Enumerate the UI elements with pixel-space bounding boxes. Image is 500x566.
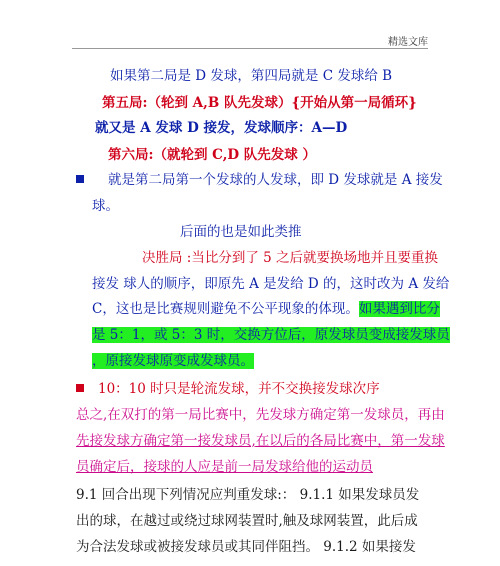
text-line: 员确定后，接球的人应是前一局发球给他的运动员: [76, 459, 373, 475]
text-line: 接发 球人的顺序，即原先 A 是发给 D 的，这时改为 A 发给: [92, 276, 450, 292]
text-line: 决胜局 :当比分到了 5 之后就要换场地并且要重换: [142, 250, 439, 266]
text-line: 后面的也是如此类推: [180, 224, 302, 240]
square-bullet-icon: [76, 175, 84, 183]
text-line: 就是第二局第一个发球的人发球，即 D 发球就是 A 接发: [76, 170, 443, 190]
text-line: 总之,在双打的第一局比赛中，先发球方确定第一发球员，再由: [76, 407, 445, 423]
highlighted-text: 是 5：1，或 5：3 时，交换方位后，原发球员变成接发球员: [92, 327, 450, 343]
text-line: 为合法发球或被接发球员或其同伴阻挡。 9.1.2 如果接发: [76, 539, 416, 555]
text-line: 9.1 回合出现下列情况应判重发球:： 9.1.1 如果发球员发: [76, 487, 420, 503]
highlighted-text: ，原接发球原变成发球员。: [92, 353, 254, 369]
text-line: 第五局:（轮到 A,B 队先发球）{开始从第一局循环}: [102, 95, 417, 111]
text-line: 先接发球方确定第一接发球员,在以后的各局比赛中，第一发球: [76, 433, 445, 449]
text-line: 如果第二局是 D 发球，第四局就是 C 发球给 B: [110, 68, 393, 84]
square-bullet-icon: [76, 384, 84, 392]
text-line: [92, 351, 254, 371]
text-line: 出的球，在越过或绕过球网装置时,触及球网装置，此后成: [76, 513, 418, 529]
text-line: 就又是 A 发球 D 接发，发球顺序：A—D: [95, 120, 348, 136]
text-line: 10：10 时只是轮流发球，并不交换接发球次序: [76, 379, 380, 399]
highlighted-text: 如果遇到比分: [358, 301, 440, 317]
header-divider: [72, 48, 428, 49]
text-line: [92, 325, 450, 345]
text-line: 球。: [92, 198, 119, 214]
text-line: C，这也是比赛规则避免不公平现象的体现。如果遇到比分: [92, 301, 440, 317]
header-site-name: 精选文库: [388, 37, 428, 48]
text-line: 第六局:（就轮到 C,D 队先发球 ）: [108, 147, 316, 163]
